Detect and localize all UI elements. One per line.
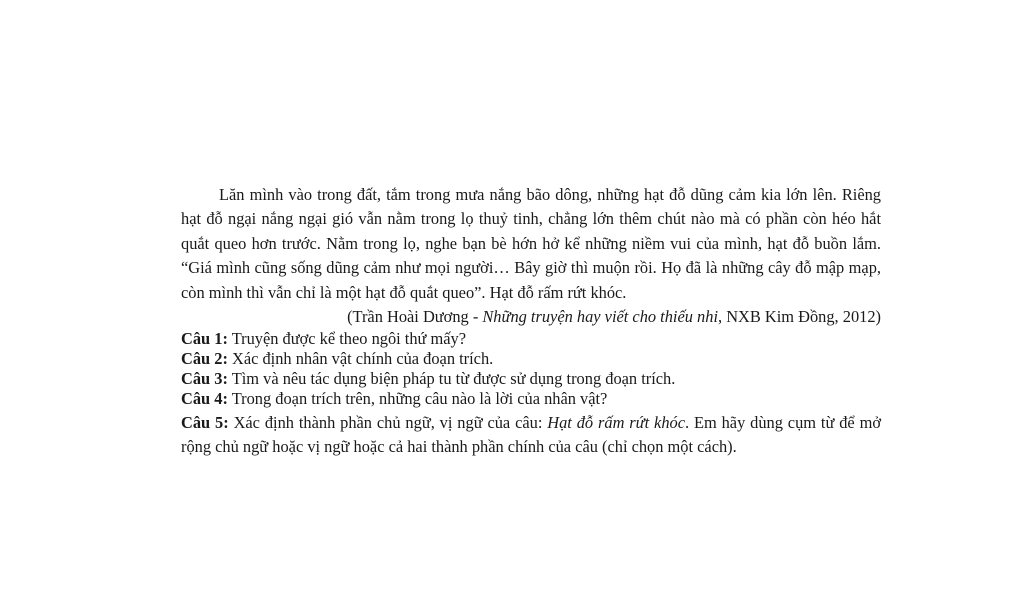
source-citation [181,305,881,329]
question-label: Câu 3: [181,369,228,389]
question-label: Câu 2: [181,349,228,369]
question-label: Câu 4: [181,389,228,409]
question-text: Xác định thành phần chủ ngữ, vị ngữ của câu: [228,413,548,433]
question-text-continued: . Em hãy dùng cụm từ để mở rộng chủ ngữ hoặc vị ngữ hoặc cả hai thành phần chính của câu (chỉ chọn một cách). [181,413,881,457]
document-page [181,183,881,459]
question-label: Câu 1: [181,329,228,349]
question-text: Tìm và nêu tác dụng biện pháp tu từ được sử dụng trong đoạn trích. [227,369,676,389]
question-3 [181,369,881,389]
question-text: Truyện được kể theo ngôi thứ mấy? [227,329,467,349]
citation-suffix: , NXB Kim Đồng, 2012) [718,307,881,327]
quoted-sentence: Hạt đỗ rấm rứt khóc [547,413,685,433]
question-5 [181,411,881,459]
question-label: Câu 5: [181,413,229,433]
question-2 [181,349,881,369]
question-1 [181,329,881,349]
question-4 [181,389,881,409]
question-text: Trong đoạn trích trên, những câu nào là lời của nhân vật? [227,389,608,409]
story-passage: Lăn mình vào trong đất, tắm trong mưa nắng bão dông, những hạt đỗ dũng cảm kia lớn lên. Riêng hạt đỗ ngại nắng ngại gió vẫn nằm trong lọ thuỷ tinh, chẳng lớn thêm chút nào mà có phần còn héo hắt quắt queo hơn trước. Nằm trong lọ, nghe bạn bè hớn hở kể những niềm vui của mình, hạt đỗ buồn lắm. “Giá mình cũng sống dũng cảm như mọi người… Bây giờ thì muộn rồi. Họ đã là những cây đỗ mập mạp, còn mình thì vẫn chỉ là một hạt đỗ quắt queo”. Hạt đỗ rấm rứt khóc. [181,185,881,302]
citation-book-title: Những truyện hay viết cho thiếu nhi [482,307,718,327]
question-text: Xác định nhân vật chính của đoạn trích. [227,349,494,369]
question-list [181,329,881,459]
citation-prefix: (Trần Hoài Dương - [347,307,483,327]
